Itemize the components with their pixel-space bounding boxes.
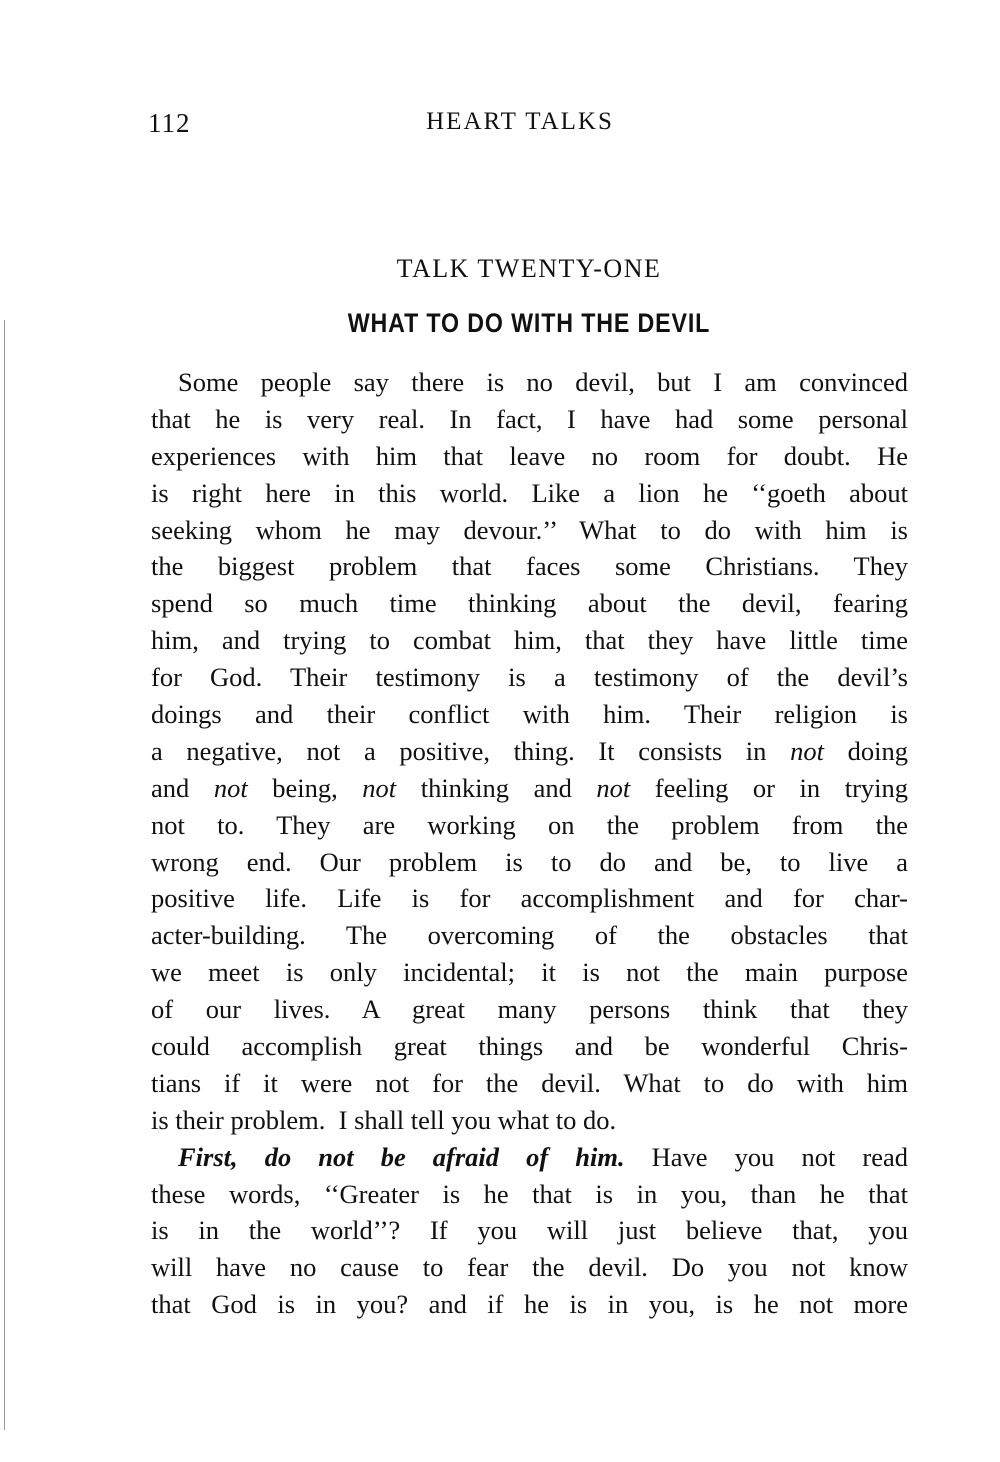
text-line [151,1249,908,1286]
scan-edge-line [4,320,5,1430]
text-segment: him, and trying to combat him, that they have little time [151,625,908,656]
page-number: 112 [148,108,191,138]
text-segment: these words, ‘‘Greater is he that is in you, than he that [151,1178,908,1209]
text-segment: experiences with him that leave no room for doubt. He [151,440,908,471]
text-line [151,1286,908,1323]
text-line [151,880,908,917]
text-segment: doings and their conflict with him. Their religion is [151,699,908,730]
text-line [151,1139,908,1176]
text-line [151,917,908,954]
text-segment: Have you not read [624,1141,908,1172]
text-segment: and [151,772,214,803]
italic-text: not [790,735,824,766]
text-segment: thinking and [396,772,597,803]
text-line [151,807,908,844]
text-segment: we meet is only incidental; it is not the main purpose [151,957,908,988]
text-segment: for God. Their testimony is a testimony of the devil’s [151,662,908,693]
text-line [151,1102,908,1139]
text-line [151,1212,908,1249]
text-segment: acter-building. The overcoming of the obstacles that [151,920,908,951]
text-segment: will have no cause to fear the devil. Do you not know [151,1252,908,1283]
italic-text: First, do not be afraid of him. [178,1141,625,1172]
text-segment: seeking whom he may devour.’’ What to do with him is [151,514,908,545]
italic-text: not [362,772,397,803]
body-text [151,364,908,1323]
text-segment: doing [823,735,908,766]
text-segment: that God is in you? and if he is in you, is he not more [151,1289,908,1320]
text-line [151,401,908,438]
text-line [151,1028,908,1065]
text-segment: feeling or in trying [630,772,909,803]
text-segment: Some people say there is no devil, but I am convinced [178,367,908,397]
text-line [151,954,908,991]
text-segment: not to. They are working on the problem from the [151,809,908,840]
text-line [151,438,908,475]
text-line [151,475,908,512]
italic-text: not [213,772,248,803]
chapter-label: TALK TWENTY-ONE [396,254,662,283]
text-segment: is right here in this world. Like a lion he ‘‘goeth about [151,477,908,508]
text-line [151,991,908,1028]
text-segment: of our lives. A great many persons think that they [151,994,908,1025]
text-line [151,659,908,696]
text-segment: tians if it were not for the devil. What to do with him [151,1067,908,1098]
text-line [151,622,908,659]
text-line [151,585,908,622]
chapter-title: WHAT TO DO WITH THE DEVIL [347,308,711,338]
running-title: HEART TALKS [426,108,614,135]
text-segment: is their problem. I shall tell you what to do. [151,1104,617,1135]
text-line [151,1176,908,1213]
text-line [151,1065,908,1102]
text-line [151,548,908,585]
text-line [151,364,908,401]
text-segment: a negative, not a positive, thing. It consists in [151,735,791,766]
text-segment: could accomplish great things and be wonderful Chris- [151,1031,908,1062]
text-segment: spend so much time thinking about the devil, fearing [151,588,908,619]
text-segment: being, [247,772,363,803]
text-segment: is in the world’’? If you will just believe that, you [151,1215,908,1246]
text-line [151,512,908,549]
text-line [151,696,908,733]
text-segment: the biggest problem that faces some Christians. They [151,551,908,582]
text-line [151,770,908,807]
text-segment: that he is very real. In fact, I have had some personal [151,403,908,434]
italic-text: not [596,772,631,803]
text-line [151,844,908,881]
text-segment: wrong end. Our problem is to do and be, to live a [151,846,908,877]
text-segment: positive life. Life is for accomplishment and for char- [151,883,908,914]
text-line [151,733,908,770]
